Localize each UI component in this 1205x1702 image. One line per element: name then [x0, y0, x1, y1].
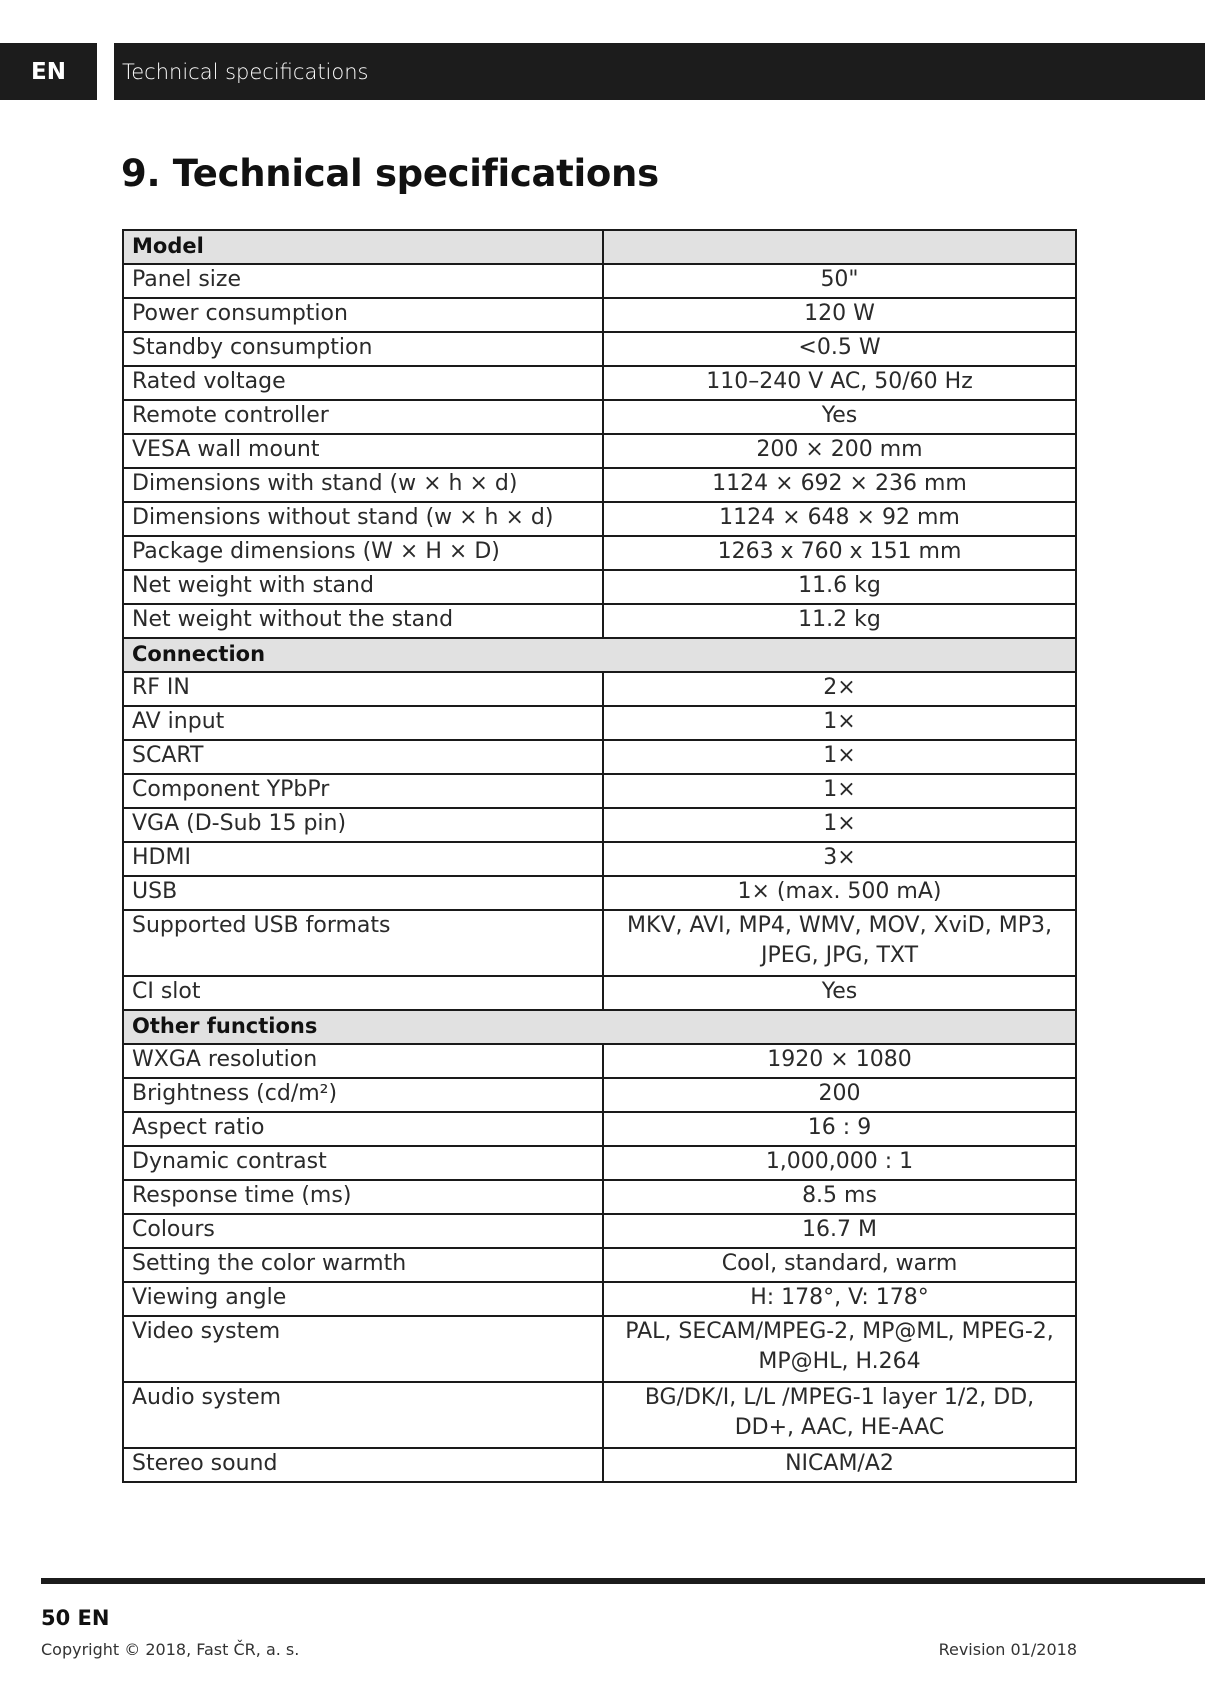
table-row: [123, 1044, 1076, 1078]
spec-label: Aspect ratio: [123, 1112, 603, 1146]
revision-text: Revision 01/2018: [938, 1640, 1077, 1659]
spec-label: Brightness (cd/m²): [123, 1078, 603, 1112]
spec-label: AV input: [123, 706, 603, 740]
spec-label: Net weight without the stand: [123, 604, 603, 638]
section-title: Model: [123, 230, 603, 264]
spec-label: Package dimensions (W × H × D): [123, 536, 603, 570]
spec-label: Remote controller: [123, 400, 603, 434]
table-row: [123, 332, 1076, 366]
spec-value: BG/DK/I, L/L /MPEG-1 layer 1/2, DD, DD+, AAC, HE-AAC: [603, 1382, 1076, 1448]
spec-value: PAL, SECAM/MPEG-2, MP@ML, MPEG-2, MP@HL, H.264: [603, 1316, 1076, 1382]
spec-value: 1×: [603, 706, 1076, 740]
section-header-connection: [123, 638, 1076, 672]
spec-value: 1920 × 1080: [603, 1044, 1076, 1078]
spec-label: Component YPbPr: [123, 774, 603, 808]
table-row: [123, 298, 1076, 332]
table-row: [123, 876, 1076, 910]
table-row: [123, 706, 1076, 740]
spec-value: 200 × 200 mm: [603, 434, 1076, 468]
spec-label: Rated voltage: [123, 366, 603, 400]
spec-value: NICAM/A2: [603, 1448, 1076, 1482]
table-row: [123, 1146, 1076, 1180]
table-row: [123, 1316, 1076, 1382]
spec-value: Yes: [603, 400, 1076, 434]
spec-value: 50": [603, 264, 1076, 298]
table-row: [123, 1078, 1076, 1112]
spec-value: Yes: [603, 976, 1076, 1010]
table-row: [123, 672, 1076, 706]
spec-label: Stereo sound: [123, 1448, 603, 1482]
table-row: [123, 1282, 1076, 1316]
copyright-text: Copyright © 2018, Fast ČR, a. s.: [41, 1640, 300, 1659]
table-row: [123, 1180, 1076, 1214]
table-row: [123, 1382, 1076, 1448]
table-row: [123, 1112, 1076, 1146]
spec-label: Dynamic contrast: [123, 1146, 603, 1180]
spec-label: Power consumption: [123, 298, 603, 332]
spec-value: 16 : 9: [603, 1112, 1076, 1146]
spec-label: Standby consumption: [123, 332, 603, 366]
spec-label: Viewing angle: [123, 1282, 603, 1316]
page-number: 50 EN: [41, 1606, 110, 1630]
spec-label: USB: [123, 876, 603, 910]
table-row: [123, 910, 1076, 976]
spec-value: <0.5 W: [603, 332, 1076, 366]
table-row: [123, 1214, 1076, 1248]
table-row: [123, 842, 1076, 876]
spec-table: [122, 229, 1077, 1483]
header-bar: [0, 43, 1205, 100]
spec-label: Panel size: [123, 264, 603, 298]
header-title: Technical specifications: [114, 43, 1205, 100]
spec-value: 16.7 M: [603, 1214, 1076, 1248]
spec-label: Colours: [123, 1214, 603, 1248]
spec-label: HDMI: [123, 842, 603, 876]
spec-label: SCART: [123, 740, 603, 774]
table-row: [123, 570, 1076, 604]
spec-label: Supported USB formats: [123, 910, 603, 976]
spec-value: 1×: [603, 740, 1076, 774]
table-row: [123, 1448, 1076, 1482]
table-row: [123, 774, 1076, 808]
spec-label: Video system: [123, 1316, 603, 1382]
table-row: [123, 434, 1076, 468]
spec-value: 8.5 ms: [603, 1180, 1076, 1214]
spec-label: Audio system: [123, 1382, 603, 1448]
spec-value: 1×: [603, 774, 1076, 808]
footer-divider: [41, 1578, 1205, 1584]
spec-value: 1263 x 760 x 151 mm: [603, 536, 1076, 570]
spec-label: VESA wall mount: [123, 434, 603, 468]
spec-value: 11.6 kg: [603, 570, 1076, 604]
spec-value: 120 W: [603, 298, 1076, 332]
table-row: [123, 264, 1076, 298]
spec-value: H: 178°, V: 178°: [603, 1282, 1076, 1316]
spec-value: 2×: [603, 672, 1076, 706]
spec-value: 1×: [603, 808, 1076, 842]
spec-value: Cool, standard, warm: [603, 1248, 1076, 1282]
table-row: [123, 976, 1076, 1010]
section-title: Other functions: [123, 1010, 1076, 1044]
spec-value: 1124 × 648 × 92 mm: [603, 502, 1076, 536]
table-row: [123, 536, 1076, 570]
spec-value: 3×: [603, 842, 1076, 876]
language-badge: EN: [0, 43, 97, 100]
spec-value: 11.2 kg: [603, 604, 1076, 638]
spec-label: Net weight with stand: [123, 570, 603, 604]
spec-label: Setting the color warmth: [123, 1248, 603, 1282]
spec-label: VGA (D-Sub 15 pin): [123, 808, 603, 842]
spec-label: Dimensions with stand (w × h × d): [123, 468, 603, 502]
spec-value: 1× (max. 500 mA): [603, 876, 1076, 910]
spec-label: RF IN: [123, 672, 603, 706]
page-title: 9. Technical specifications: [121, 152, 659, 195]
table-row: [123, 740, 1076, 774]
spec-value: 1,000,000 : 1: [603, 1146, 1076, 1180]
spec-label: Response time (ms): [123, 1180, 603, 1214]
table-row: [123, 366, 1076, 400]
section-header-other-functions: [123, 1010, 1076, 1044]
table-row: [123, 400, 1076, 434]
table-row: [123, 502, 1076, 536]
table-row: [123, 604, 1076, 638]
spec-value: 110–240 V AC, 50/60 Hz: [603, 366, 1076, 400]
spec-value: MKV, AVI, MP4, WMV, MOV, XviD, MP3, JPEG, JPG, TXT: [603, 910, 1076, 976]
table-row: [123, 808, 1076, 842]
table-row: [123, 1248, 1076, 1282]
section-header-model: [123, 230, 1076, 264]
spec-label: CI slot: [123, 976, 603, 1010]
table-row: [123, 468, 1076, 502]
spec-value: 1124 × 692 × 236 mm: [603, 468, 1076, 502]
spec-value: 200: [603, 1078, 1076, 1112]
section-title: Connection: [123, 638, 1076, 672]
spec-label: WXGA resolution: [123, 1044, 603, 1078]
spec-label: Dimensions without stand (w × h × d): [123, 502, 603, 536]
